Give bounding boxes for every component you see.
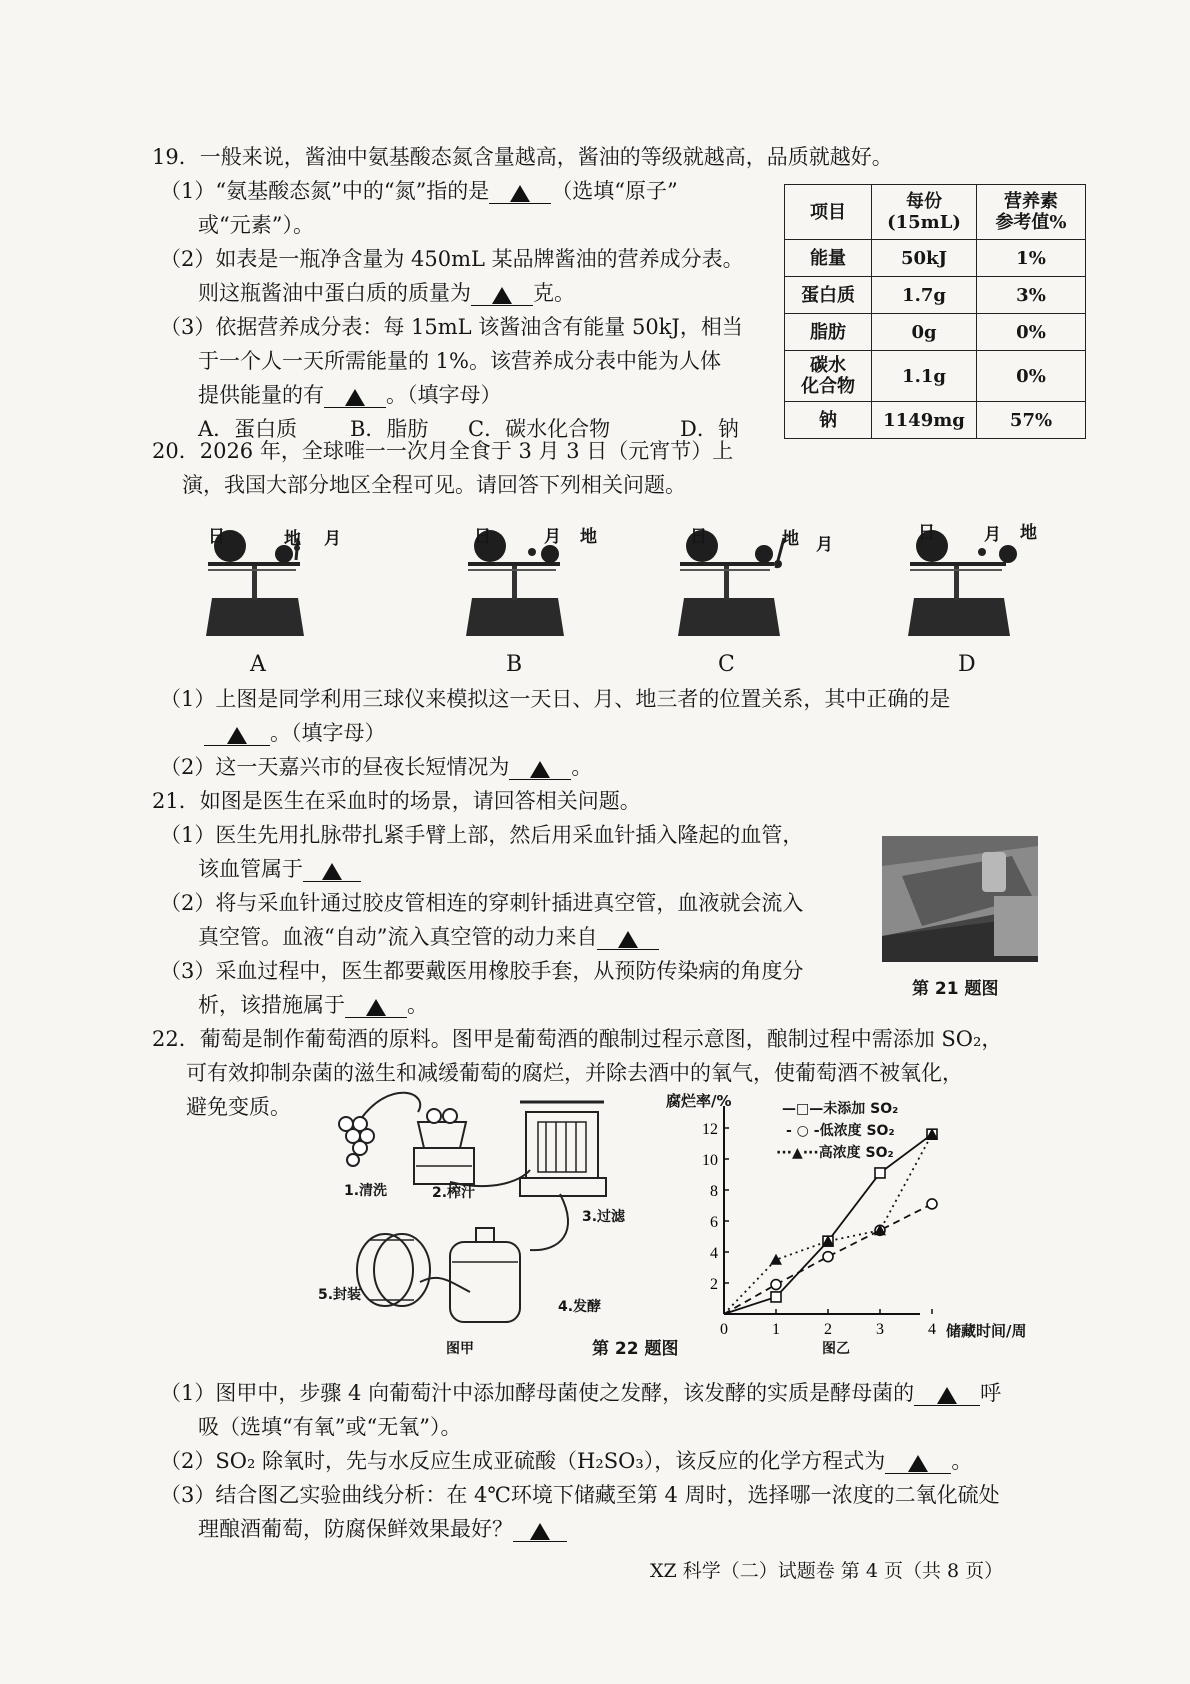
q19-part3-cont: 于一个人一天所需能量的 1%。该营养成分表中能为人体	[198, 349, 721, 373]
answer-blank[interactable]	[885, 1451, 951, 1474]
x-tick-label: 0	[720, 1321, 728, 1338]
q22-part2	[160, 1448, 972, 1474]
answer-triangle-icon	[227, 727, 247, 744]
q22-part3-cont	[198, 1516, 567, 1542]
q19-option-c: C．碳水化合物	[468, 417, 611, 441]
grapes-icon	[339, 1117, 374, 1166]
q22-part3: （3）结合图乙实验曲线分析：在 4℃环境下储藏至第 4 周时，选择哪一浓度的二氧化硫处	[160, 1483, 1000, 1507]
q21-part1-cont	[198, 856, 361, 882]
y-tick-label: 6	[710, 1214, 718, 1231]
table-cell: 50kJ	[872, 240, 977, 277]
q19-p3-text2: 。（填字母）	[386, 383, 502, 407]
table-cell: 1149mg	[872, 402, 977, 439]
answer-triangle-icon	[937, 1387, 957, 1404]
legend-series-2: - ○ -低浓度 SO₂	[786, 1123, 895, 1139]
figure-b-label: 图乙	[822, 1341, 850, 1357]
model-d-label3: 地	[1020, 523, 1037, 543]
step-4-label: 4.发酵	[558, 1299, 602, 1315]
y-tick-label: 8	[710, 1183, 718, 1200]
q19-p2-text: 则这瓶酱油中蛋白质的质量为	[198, 281, 471, 305]
table-cell: 0%	[977, 314, 1086, 351]
model-d-label2: 月	[984, 525, 1001, 545]
model-b-label2: 月	[544, 527, 561, 547]
q21-part1: （1）医生先用扎脉带扎紧手臂上部，然后用采血针插入隆起的血管，	[160, 823, 804, 847]
step-2-label: 2.榨汁	[432, 1185, 476, 1201]
y-tick-label: 12	[702, 1121, 718, 1138]
q22-p3-text: 理酿酒葡萄，防腐保鲜效果最好？	[198, 1517, 513, 1541]
model-b-sun-label: 日	[474, 527, 491, 547]
model-c-label2: 地	[782, 529, 799, 549]
q19-stem: 19．一般来说，酱油中氨基酸态氮含量越高，酱油的等级就越高，品质就越好。	[152, 145, 893, 169]
q22-stem-cont2: 避免变质。	[186, 1095, 291, 1119]
answer-blank[interactable]	[471, 283, 533, 306]
model-a-sun-label: 日	[208, 527, 225, 547]
table-header-cell: 营养素 参考值%	[977, 185, 1086, 240]
data-point	[875, 1168, 885, 1178]
table-cell: 1.1g	[872, 351, 977, 402]
legend-label: 低浓度 SO₂	[819, 1123, 895, 1139]
q22-stem: 22．葡萄是制作葡萄酒的原料。图甲是葡萄酒的酿制过程示意图，酿制过程中需添加 SO₂，	[152, 1027, 1003, 1051]
q22-p2-text2: 。	[951, 1449, 973, 1473]
x-tick-label: 3	[876, 1321, 884, 1338]
table-cell: 脂肪	[785, 314, 872, 351]
answer-triangle-icon	[322, 863, 342, 880]
q20-p1-text: 。（填字母）	[270, 721, 386, 745]
blood-draw-photo	[882, 836, 1038, 962]
q20-part2	[160, 754, 592, 780]
q22-part1	[160, 1380, 1001, 1406]
table-row	[785, 351, 1086, 402]
q19-part2: （2）如表是一瓶净含量为 450mL 某品牌酱油的营养成分表。	[160, 247, 744, 271]
table-header-cell: 每份 (15mL)	[872, 185, 977, 240]
page-footer: XZ 科学（二）试题卷 第 4 页（共 8 页）	[650, 1560, 1004, 1582]
q21-stem: 21．如图是医生在采血时的场景，请回答相关问题。	[152, 789, 641, 813]
answer-triangle-icon	[908, 1455, 928, 1472]
answer-blank[interactable]	[303, 859, 361, 882]
table-cell: 0%	[977, 351, 1086, 402]
q19-part3-cont2	[198, 382, 502, 408]
q19-p1-text2: （选填“原子”	[551, 179, 678, 203]
answer-blank[interactable]	[489, 181, 551, 204]
q21-p1-text: 该血管属于	[198, 857, 303, 881]
q19-option-d: D．钠	[680, 417, 739, 441]
data-point	[823, 1252, 833, 1262]
table-cell: 1.7g	[872, 277, 977, 314]
answer-triangle-icon	[618, 931, 638, 948]
legend-label: 高浓度 SO₂	[818, 1145, 894, 1161]
y-tick-label: 4	[710, 1245, 718, 1262]
model-b-letter: B	[506, 652, 523, 677]
data-point	[771, 1280, 781, 1290]
legend-series-3: ···▲···高浓度 SO₂	[776, 1145, 894, 1161]
answer-triangle-icon	[510, 185, 530, 202]
q22-p1-text2: 呼	[980, 1381, 1002, 1405]
data-point	[927, 1199, 937, 1209]
model-a-label2: 地	[284, 529, 301, 549]
model-c-sun-label: 日	[690, 527, 707, 547]
table-header-cell: 项目	[785, 185, 872, 240]
q21-part3-cont	[198, 992, 428, 1018]
table-cell: 3%	[977, 277, 1086, 314]
q21-part2: （2）将与采血针通过胶皮管相连的穿刺针插进真空管，血液就会流入	[160, 891, 804, 915]
q21-figure-caption: 第 21 题图	[912, 979, 999, 999]
x-tick-label: 4	[928, 1321, 936, 1338]
answer-blank[interactable]	[597, 927, 659, 950]
juicer-icon	[414, 1109, 474, 1184]
q19-p3-text: 提供能量的有	[198, 383, 324, 407]
answer-blank[interactable]	[345, 995, 407, 1018]
step-5-label: 5.封装	[318, 1287, 362, 1303]
x-axis-label: 储藏时间/周	[946, 1322, 1027, 1340]
answer-triangle-icon	[345, 389, 365, 406]
legend-series-1: —□—未添加 SO₂	[782, 1101, 899, 1117]
y-tick-label: 2	[710, 1276, 718, 1293]
model-d-sun-label: 日	[918, 523, 935, 543]
answer-blank[interactable]	[324, 385, 386, 408]
step-1-label: 1.清洗	[344, 1183, 388, 1199]
q20-p2-text2: 。	[571, 755, 593, 779]
q19-option-a: A．蛋白质	[198, 417, 298, 441]
q19-part2-cont	[198, 280, 575, 306]
q20-p2-text: （2）这一天嘉兴市的昼夜长短情况为	[160, 755, 510, 779]
q19-part1	[160, 178, 678, 204]
q19-p1-text: （1）“氨基酸态氮”中的“氮”指的是	[160, 179, 490, 203]
x-tick-label: 2	[824, 1321, 832, 1338]
fermenter-icon	[450, 1228, 520, 1322]
q22-p1-text: （1）图甲中，步骤 4 向葡萄汁中添加酵母菌使之发酵，该发酵的实质是酵母菌的	[160, 1381, 915, 1405]
answer-blank[interactable]	[513, 1519, 567, 1542]
table-row	[785, 402, 1086, 439]
y-axis-label: 腐烂率/%	[666, 1092, 732, 1110]
table-cell: 蛋白质	[785, 277, 872, 314]
q20-part1: （1）上图是同学利用三球仪来模拟这一天日、月、地三者的位置关系，其中正确的是	[160, 687, 951, 711]
x-tick-label: 1	[772, 1321, 780, 1338]
answer-blank[interactable]	[204, 723, 270, 746]
data-point	[771, 1292, 781, 1302]
table-cell: 钠	[785, 402, 872, 439]
model-c-label3: 月	[816, 535, 833, 555]
q22-figure-caption: 第 22 题图	[592, 1339, 679, 1359]
q21-part2-cont	[198, 924, 659, 950]
q20-part1-cont	[204, 720, 386, 746]
data-point	[770, 1254, 782, 1265]
figure-a-label: 图甲	[446, 1341, 474, 1357]
answer-triangle-icon	[530, 1523, 550, 1540]
table-row	[785, 240, 1086, 277]
model-d-letter: D	[958, 652, 976, 677]
q21-p3-text: 析，该措施属于	[198, 993, 345, 1017]
legend-label: 未添加 SO₂	[823, 1101, 899, 1117]
barrel-icon	[357, 1234, 430, 1306]
q22-stem-cont: 可有效抑制杂菌的滋生和减缓葡萄的腐烂，并除去酒中的氧气，使葡萄酒不被氧化，	[186, 1061, 963, 1085]
q21-p2-text: 真空管。血液“自动”流入真空管的动力来自	[198, 925, 598, 949]
answer-triangle-icon	[530, 761, 550, 778]
table-cell: 能量	[785, 240, 872, 277]
q19-p1-cont: 或“元素”）。	[198, 213, 314, 237]
q22-part1-cont: 吸（选填“有氧”或“无氧”）。	[198, 1415, 462, 1439]
answer-blank[interactable]	[914, 1383, 980, 1406]
table-cell: 0g	[872, 314, 977, 351]
q19-option-b: B．脂肪	[350, 417, 429, 441]
table-row	[785, 277, 1086, 314]
model-b-label3: 地	[580, 527, 597, 547]
model-c-letter: C	[718, 652, 735, 677]
press-filter-icon	[520, 1102, 606, 1196]
q19-part3: （3）依据营养成分表：每 15mL 该酱油含有能量 50kJ，相当	[160, 315, 743, 339]
q20-stem: 20．2026 年，全球唯一一次月全食于 3 月 3 日（元宵节）上	[152, 439, 734, 463]
q22-p2-text: （2）SO₂ 除氧时，先与水反应生成亚硫酸（H₂SO₃），该反应的化学方程式为	[160, 1449, 886, 1473]
q21-p3-text2: 。	[407, 993, 428, 1017]
table-cell: 57%	[977, 402, 1086, 439]
q20-stem-cont: 演，我国大部分地区全程可见。请回答下列相关问题。	[182, 473, 686, 497]
nutrition-table	[784, 184, 1086, 439]
answer-blank[interactable]	[509, 757, 571, 780]
table-cell: 碳水 化合物	[785, 351, 872, 402]
model-a-letter: A	[250, 652, 266, 677]
q19-p2-unit: 克。	[533, 281, 575, 305]
table-cell: 1%	[977, 240, 1086, 277]
q21-part3: （3）采血过程中，医生都要戴医用橡胶手套，从预防传染病的角度分	[160, 959, 804, 983]
table-header-row	[785, 185, 1086, 240]
answer-triangle-icon	[366, 999, 386, 1016]
table-row	[785, 314, 1086, 351]
step-3-label: 3.过滤	[582, 1209, 626, 1225]
model-a-label3: 月	[324, 529, 341, 549]
y-tick-label: 10	[702, 1152, 718, 1169]
answer-triangle-icon	[492, 287, 512, 304]
